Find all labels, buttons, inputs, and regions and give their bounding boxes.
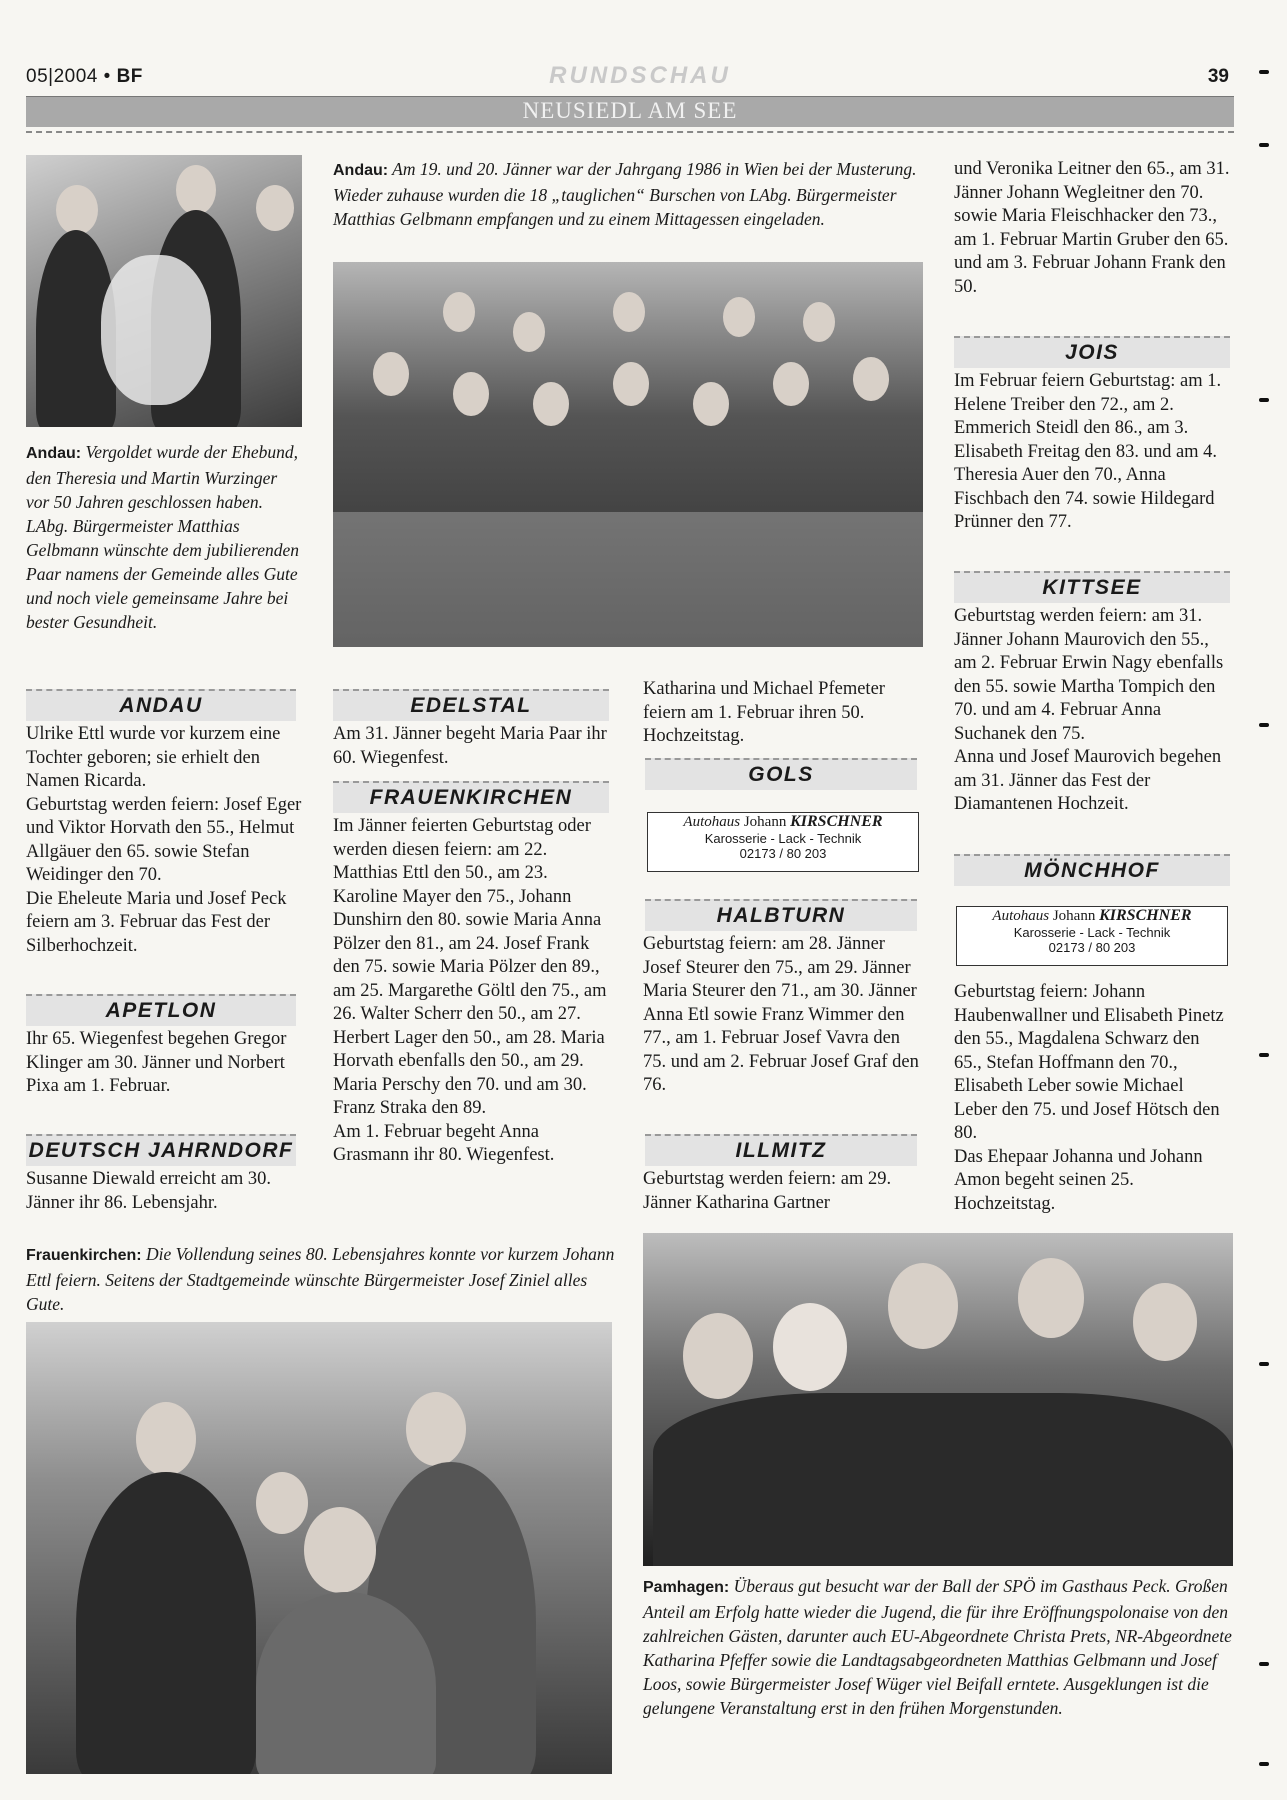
ad-kirschner-moenchhof xyxy=(956,906,1228,966)
issue-date: 05|2004 xyxy=(26,66,98,87)
photo-person-face xyxy=(453,372,489,416)
photo-person-face xyxy=(533,382,569,426)
section-heading-kittsee: KITTSEE xyxy=(954,571,1230,603)
photo-person-face xyxy=(773,1303,847,1391)
margin-mark xyxy=(1259,143,1269,147)
col3-intro-text: Katharina und Michael Pfemeter feiern am 1. Februar ihren 50. Hochzeitstag. xyxy=(643,679,885,746)
photo-person-face xyxy=(373,352,409,396)
photo-person-face xyxy=(256,1472,308,1534)
caption-text: Vergoldet wurde der Ehebund, den Theresia und Martin Wurzinger vor 50 Jahren geschlossen haben. LAbg. Bürgermeister Matthias Gelbmann wünschte dem jubilierenden Paar namens der Gemeinde alles Gute und noch viele gemeinsame Jahre bei bester Gesundheit. xyxy=(26,442,299,632)
caption-andau-recruits xyxy=(333,157,925,231)
section-body-illmitz: Geburtstag werden feiern: am 29. Jänner Katharina Gartner xyxy=(643,1169,892,1213)
section-heading-apetlon: APETLON xyxy=(26,994,296,1026)
section-heading-gols: GOLS xyxy=(645,758,917,790)
section-body-moenchhof: Geburtstag feiern: Johann Haubenwallner und Elisabeth Pinetz den 55., Magdalena Schwarz den 65., Stefan Hoffmann den 70., Elisabeth Leber sowie Michael Leber den 75. und Josef Hötsch den 80. Das Ehepaar Johanna und Johann Amon begeht seinen 25. Hochzeitstag. xyxy=(954,982,1224,1214)
photo-person-face xyxy=(773,362,809,406)
col4-intro-text: und Veronika Leitner den 65., am 31. Jänner Johann Wegleitner den 70. sowie Maria Fleischhacker den 73., am 1. Februar Martin Gruber den 65. und am 3. Februar Johann Frank den 50. xyxy=(954,159,1230,297)
photo-person-face xyxy=(136,1402,196,1476)
section-heading-moenchhof: MÖNCHHOF xyxy=(954,854,1230,886)
ad-kirschner-gols xyxy=(647,812,919,872)
photo-person-face xyxy=(613,292,645,332)
region-title: NEUSIEDL AM SEE xyxy=(522,98,738,123)
section-body-deutsch-jahrndorf: Susanne Diewald erreicht am 30. Jänner ihr 86. Lebensjahr. xyxy=(26,1169,272,1213)
photo-person-face xyxy=(513,312,545,352)
photo-person-face xyxy=(176,165,216,215)
photo-person-face xyxy=(1133,1283,1197,1361)
photo-person-face xyxy=(1018,1258,1084,1338)
caption-place: Pamhagen: xyxy=(643,1579,730,1596)
photo-person-face xyxy=(304,1507,376,1593)
page-number: 39 xyxy=(1207,66,1229,87)
photo-pamhagen xyxy=(643,1233,1233,1566)
ad-company: Autohaus Johann KIRSCHNER xyxy=(683,813,883,830)
photo-person-face xyxy=(443,292,475,332)
section-heading-andau: ANDAU xyxy=(26,689,296,721)
ad-phone: 02173 / 80 203 xyxy=(739,846,827,861)
separator-dot: • xyxy=(103,66,111,87)
section-heading-halbturn: HALBTURN xyxy=(645,899,917,931)
photo-person-face xyxy=(613,362,649,406)
caption-andau-couple xyxy=(26,440,302,634)
photo-people-bodies xyxy=(653,1393,1233,1566)
caption-text: Überaus gut besucht war der Ball der SPÖ im Gasthaus Peck. Großen Anteil am Erfolg hatte wieder die Jugend, die für ihre Eröffnungspolonaise von den zahlreichen Gästen, darunter auch EU-Abgeordnete Christa Prets, NR-Abgeordnete Katharina Pfeffer sowie die Landtagsabgeordneten Matthias Gelbmann und Josef Loos, sowie Bürgermeister Josef Wüger viel Beifall erntete. Ausgeklungen ist die gelungene Veranstaltung erst in den frühen Morgenstunden. xyxy=(643,1576,1232,1718)
margin-mark xyxy=(1259,723,1269,727)
photo-person-body xyxy=(76,1472,256,1774)
section-body-edelstal: Am 31. Jänner begeht Maria Paar ihr 60. Wiegenfest. xyxy=(333,724,607,768)
ad-services: Karosserie - Lack - Technik xyxy=(1013,925,1171,940)
issue-number xyxy=(26,66,143,88)
photo-person-face xyxy=(853,357,889,401)
photo-person-face xyxy=(256,185,294,231)
section-heading-frauenkirchen: FRAUENKIRCHEN xyxy=(333,781,609,813)
magazine-abbrev: BF xyxy=(116,66,143,87)
section-body-halbturn: Geburtstag feiern: am 28. Jänner Josef Steurer den 75., am 29. Jänner Maria Steurer den 71., am 30. Jänner Anna Etl sowie Franz Wimmer den 77., am 1. Februar Josef Vavra den 75. und am 2. Februar Josef Graf den 76. xyxy=(643,934,919,1095)
ad-services: Karosserie - Lack - Technik xyxy=(704,831,862,846)
margin-mark xyxy=(1259,1762,1269,1766)
photo-person-face xyxy=(888,1263,958,1349)
section-body-jois: Im Februar feiern Geburtstag: am 1. Helene Treiber den 72., am 2. Emmerich Steidl den 86., am 3. Elisabeth Freitag den 83. und am 4. Theresia Auer den 70., Anna Fischbach den 74. sowie Hildegard Prünner den 77. xyxy=(954,371,1222,532)
margin-mark xyxy=(1259,70,1269,74)
section-heading-illmitz: ILLMITZ xyxy=(645,1134,917,1166)
section-body-andau: Ulrike Ettl wurde vor kurzem eine Tochter geboren; sie erhielt den Namen Ricarda. Geburtstag werden feiern: Josef Eger und Viktor Horvath den 55., Helmut Allgäuer den 65. sowie Stefan Weidinger den 70. Die Eheleute Maria und Josef Peck feiern am 3. Februar das Fest der Silberhochzeit. xyxy=(26,724,302,956)
caption-place: Frauenkirchen: xyxy=(26,1247,142,1264)
photo-person-face xyxy=(723,297,755,337)
caption-text: Am 19. und 20. Jänner war der Jahrgang 1986 in Wien bei der Musterung. Wieder zuhause wurden die 18 „tauglichen“ Burschen von LAbg. Bürgermeister Matthias Gelbmann empfangen und zu einem Mittagessen eingeladen. xyxy=(333,159,917,229)
photo-person-face xyxy=(406,1392,466,1466)
section-body-apetlon: Ihr 65. Wiegenfest begehen Gregor Klinger am 30. Jänner und Norbert Pixa am 1. Februar. xyxy=(26,1029,287,1096)
margin-mark xyxy=(1259,398,1269,402)
header-divider xyxy=(26,131,1234,133)
photo-person-face xyxy=(683,1313,753,1399)
caption-place: Andau: xyxy=(333,162,389,179)
section-heading-deutsch-jahrndorf: DEUTSCH JAHRNDORF xyxy=(26,1134,296,1166)
gift-basket xyxy=(101,255,211,405)
photo-person-face xyxy=(803,302,835,342)
caption-pamhagen xyxy=(643,1574,1233,1720)
section-body-kittsee: Geburtstag werden feiern: am 31. Jänner Johann Maurovich den 55., am 2. Februar Erwin Nagy ebenfalls den 55. sowie Martha Tompich den 70. und am 4. Februar Anna Suchanek den 75. Anna und Josef Maurovich begehen am 31. Jänner das Fest der Diamantenen Hochzeit. xyxy=(954,606,1224,814)
margin-mark xyxy=(1259,1053,1269,1057)
ad-company: Autohaus Johann KIRSCHNER xyxy=(992,907,1192,924)
section-title: RUNDSCHAU xyxy=(549,62,731,89)
photo-person-face xyxy=(693,382,729,426)
photo-person-face xyxy=(56,185,98,235)
photo-ground xyxy=(333,512,923,647)
section-body-frauenkirchen: Im Jänner feierten Geburtstag oder werden diesen feiern: am 22. Matthias Ettl den 50., am 23. Karoline Mayer den 75., Johann Dunshirn den 80. sowie Maria Anna Pölzer den 81., am 24. Josef Frank den 75. sowie Maria Pölzer den 89., am 25. Margarethe Göltl den 75., am 26. Walter Scherr den 50., am 27. Herbert Lager den 50., am 28. Maria Horvath ebenfalls den 50., am 29. Maria Perschy den 70. und am 30. Franz Straka den 89. Am 1. Februar begeht Anna Grasmann ihr 80. Wiegenfest. xyxy=(333,816,607,1165)
margin-mark xyxy=(1259,1662,1269,1666)
caption-frauenkirchen xyxy=(26,1242,626,1316)
photo-person-body xyxy=(256,1592,436,1774)
margin-mark xyxy=(1259,1362,1269,1366)
ad-phone: 02173 / 80 203 xyxy=(1048,940,1136,955)
caption-text: Die Vollendung seines 80. Lebensjahres konnte vor kurzem Johann Ettl feiern. Seitens der Stadtgemeinde wünschte Bürgermeister Josef Ziniel alles Gute. xyxy=(26,1244,615,1314)
section-heading-edelstal: EDELSTAL xyxy=(333,689,609,721)
photo-andau-couple xyxy=(26,155,302,427)
section-heading-jois: JOIS xyxy=(954,336,1230,368)
photo-andau-recruits xyxy=(333,262,923,647)
caption-place: Andau: xyxy=(26,445,82,462)
photo-frauenkirchen xyxy=(26,1322,612,1774)
